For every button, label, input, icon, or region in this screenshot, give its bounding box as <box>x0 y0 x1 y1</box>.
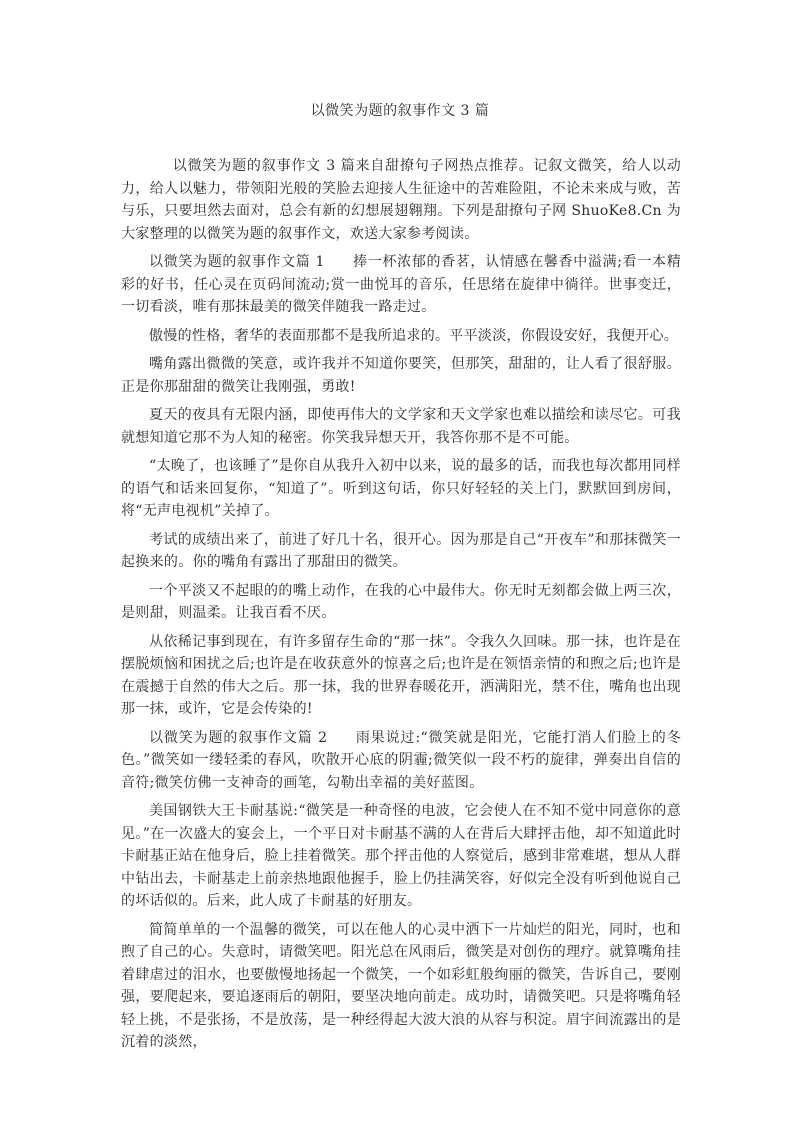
section-heading: 以微笑为题的叙事作文篇 2 <box>149 729 328 746</box>
paragraph-text: “太晚了，也该睡了”是你自从我升入初中以来，说的最多的话，而我也每次都用同样的语气和话来回复你，“知道了”。听到这句话，你只好轻轻的关上门，默默回到房间，将“无声电视机”关掉了。 <box>121 458 681 519</box>
section-heading: 以微笑为题的叙事作文篇 1 <box>149 254 325 270</box>
paragraph <box>121 529 681 574</box>
paragraph <box>121 404 681 449</box>
paragraph-text: 嘴角露出微微的笑意，或许我并不知道你要笑，但那笑，甜甜的，让人看了很舒服。正是你那甜甜的微笑让我刚强，勇敢! <box>121 356 681 395</box>
paragraph-text: 夏天的夜具有无限内涵，即使再伟大的文学家和天文学家也难以描绘和读尽它。可我就想知道它那不为人知的秘密。你笑我异想天开，我答你那不是不可能。 <box>121 407 681 446</box>
paragraph <box>121 455 681 523</box>
paragraph <box>121 580 681 625</box>
paragraph <box>121 727 681 795</box>
document-title: 以微笑为题的叙事作文 3 篇 <box>310 103 490 119</box>
paragraph <box>121 800 681 913</box>
paragraph-text: 雨果说过:“微笑就是阳光，它能打消人们脸上的冬色。”微笑如一缕轻柔的春风，吹散开心底的阴霾;微笑似一段不朽的旋律，弹奏出自信的音符;微笑仿佛一支神奇的画笔，勾勒出幸福的美好蓝图。 <box>121 729 681 791</box>
paragraph-text: 傲慢的性格，奢华的表面那都不是我所追求的。平平淡淡，你假设安好，我便开心。 <box>149 327 679 344</box>
paragraph-text: 从依稀记事到现在，有许多留存生命的“那一抹”。令我久久回味。那一抹，也许是在摆脱烦恼和困扰之后;也许是在收获意外的惊喜之后;也许是在领悟亲情的和煦之后;也许是在震撼于自然的伟大之后。那一抹，我的世界春暖花开，洒满阳光，禁不住，嘴角也出现那一抹，或许，它是会传染的! <box>121 633 681 717</box>
paragraph <box>121 353 681 398</box>
paragraph-text: 美国钢铁大王卡耐基说:“微笑是一种奇怪的电波，它会使人在不知不觉中同意你的意见。”在一次盛大的宴会上，一个平日对卡耐基不满的人在背后大肆抨击他，却不知道此时卡耐基正站在他身后，脸上挂着微笑。那个抨击他的人察觉后，感到非常难堪，想从人群中钻出去，卡耐基走上前亲热地跟他握手，脸上仍挂满笑容，好似完全没有听到他说自己的坏话似的。后来，此人成了卡耐基的好朋友。 <box>121 803 681 909</box>
paragraph-text: 一个平淡又不起眼的的嘴上动作，在我的心中最伟大。你无时无刻都会做上两三次，是则甜，则温柔。让我百看不厌。 <box>121 582 681 621</box>
paragraph <box>121 155 681 245</box>
paragraph <box>121 325 681 348</box>
paragraph <box>121 251 681 319</box>
paragraph <box>121 631 681 721</box>
document-body <box>121 155 681 1060</box>
paragraph-text: 捧一杯浓郁的香茗，认情感在馨香中溢满;看一本精彩的好书，任心灵在页码间流动;赏一曲悦耳的音乐，任思绪在旋律中徜徉。世事变迁，一切看淡，唯有那抹最美的微笑伴随我一路走过。 <box>121 254 681 315</box>
paragraph-text: 考试的成绩出来了，前进了好几十名，很开心。因为那是自己“开夜车”和那抹微笑一起换来的。你的嘴角有露出了那甜田的微笑。 <box>121 531 681 570</box>
paragraph <box>121 919 681 1054</box>
paragraph-text: 以微笑为题的叙事作文 3 篇来自甜撩句子网热点推荐。记叙文微笑，给人以动力，给人以魅力，带领阳光般的笑脸去迎接人生征途中的苦难险阻，不论未来成与败，苦与乐，只要坦然去面对，总会有新的幻想展翅翱翔。下列是甜撩句子网 ShuoKe8.Cn 为大家整理的以微笑为题的叙事作文，欢送大家参考阅读。 <box>121 158 681 242</box>
paragraph-text: 简简单单的一个温馨的微笑，可以在他人的心灵中洒下一片灿烂的阳光，同时，也和煦了自己的心。失意时，请微笑吧。阳光总在风雨后，微笑是对创伤的理疗。就算嘴角挂着肆虐过的泪水，也要傲慢地扬起一个微笑，一个如彩虹般绚丽的微笑，告诉自己，要刚强，要爬起来，要追逐雨后的朝阳，要坚决地向前走。成功时，请微笑吧。只是将嘴角轻轻上挑，不是张扬，不是放荡，是一种经得起大波大浪的从容与积淀。眉宇间流露出的是沉着的淡然， <box>121 921 681 1050</box>
